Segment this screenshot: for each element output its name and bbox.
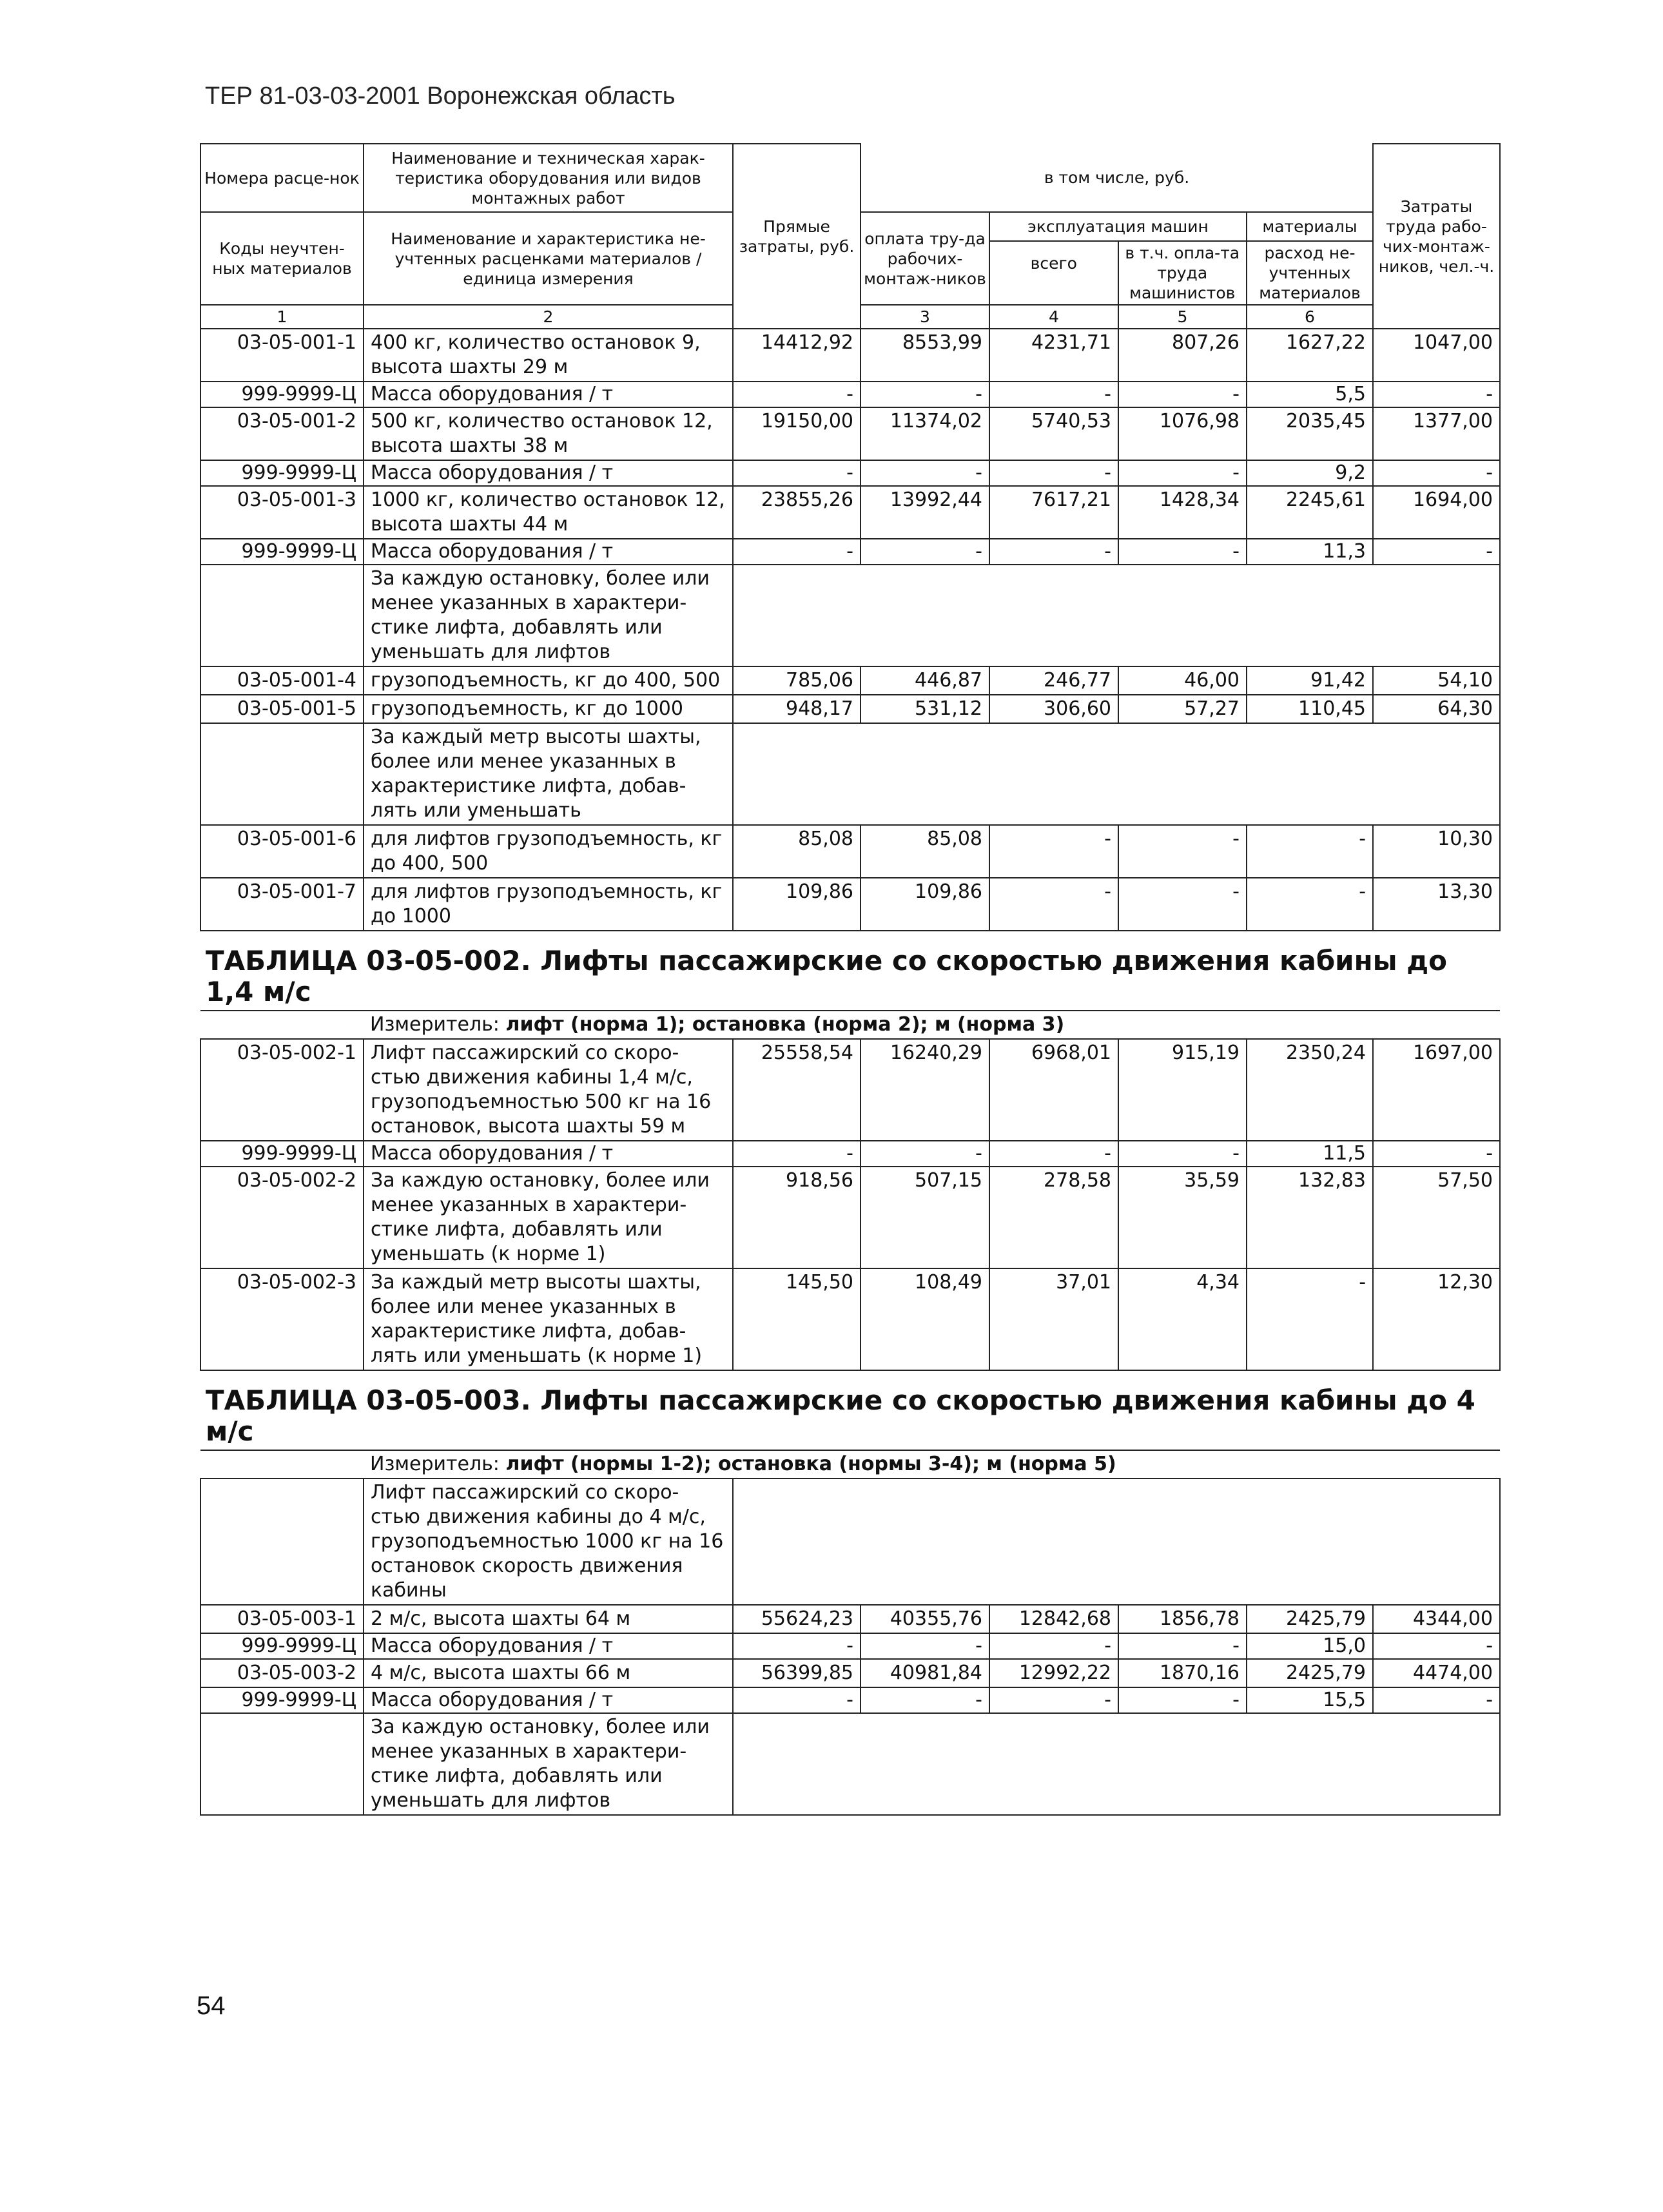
rate-code: 03-05-001-3	[200, 486, 364, 539]
value-c7: 5,5	[1247, 382, 1373, 407]
work-name: для лифтов грузоподъемность, кг до 1000	[364, 878, 733, 931]
value-c6: -	[1118, 539, 1247, 565]
measure-label: Измеритель:	[370, 1013, 500, 1036]
note-text: За каждую остановку, более или менее указанных в характери-стике лифта, добавлять или уменьшать для лифтов	[364, 1713, 733, 1815]
column-number: 2	[364, 305, 733, 329]
material-name: Масса оборудования / т	[364, 1633, 733, 1659]
value-c5: 12992,22	[989, 1659, 1118, 1687]
document-title: ТЕР 81-03-03-2001 Воронежская область	[205, 82, 676, 110]
value-c5: 12842,68	[989, 1605, 1118, 1633]
material-code: 999-9999-Ц	[200, 539, 364, 565]
header-material-codes: Коды неучтен-ных материалов	[200, 212, 364, 305]
header-work-name: Наименование и техническая харак-теристика оборудования или видов монтажных работ	[364, 144, 733, 212]
header-direct-costs: Прямые затраты, руб.	[733, 144, 861, 329]
header-unaccounted-materials: расход не-учтенных материалов	[1259, 244, 1361, 302]
header-materials	[1247, 212, 1373, 305]
material-name: Масса оборудования / т	[364, 460, 733, 486]
value-c6: -	[1118, 878, 1247, 931]
rate-row	[200, 1167, 1500, 1268]
value-c3: -	[733, 539, 861, 565]
material-name: Масса оборудования / т	[364, 539, 733, 565]
empty-cell	[200, 723, 364, 825]
note-text: Лифт пассажирский со скоро-стью движения кабины до 4 м/с, грузоподъемностью 1000 кг на 16 остановок скорость движения кабины	[364, 1479, 733, 1605]
rate-row	[200, 1039, 1500, 1141]
value-c8: 13,30	[1373, 878, 1500, 931]
rate-code: 03-05-001-6	[200, 825, 364, 878]
work-name: За каждый метр высоты шахты, более или менее указанных в характеристике лифта, добав-лять или уменьшать (к норме 1)	[364, 1268, 733, 1370]
material-code: 999-9999-Ц	[200, 460, 364, 486]
material-row	[200, 1633, 1500, 1659]
value-c3: -	[733, 382, 861, 407]
value-c8: 1377,00	[1373, 407, 1500, 460]
value-c4: -	[861, 539, 989, 565]
value-c5: 5740,53	[989, 407, 1118, 460]
value-c8: -	[1373, 1633, 1500, 1659]
value-c6: 1076,98	[1118, 407, 1247, 460]
rate-code: 03-05-001-1	[200, 329, 364, 382]
value-c4: -	[861, 382, 989, 407]
value-c6: 57,27	[1118, 695, 1247, 723]
value-c4: 16240,29	[861, 1039, 989, 1141]
column-number: 3	[861, 305, 989, 329]
value-c5: -	[989, 1633, 1118, 1659]
measure-value: лифт (нормы 1-2); остановка (нормы 3-4); м (норма 5)	[505, 1453, 1116, 1475]
rate-row	[200, 1268, 1500, 1370]
value-c5: 278,58	[989, 1167, 1118, 1268]
rates-table	[200, 143, 1501, 1816]
rate-row	[200, 329, 1500, 382]
empty-cell	[200, 565, 364, 666]
value-c5: -	[989, 1687, 1118, 1713]
header-including: в том числе, руб.	[861, 144, 1373, 212]
material-name: Масса оборудования / т	[364, 1687, 733, 1713]
note-row	[200, 723, 1500, 825]
empty-cell	[733, 565, 1500, 666]
measure-unit	[200, 1011, 1500, 1039]
value-c3: -	[733, 1633, 861, 1659]
value-c3: 948,17	[733, 695, 861, 723]
value-c5: 7617,21	[989, 486, 1118, 539]
value-c6: 4,34	[1118, 1268, 1247, 1370]
value-c6: 46,00	[1118, 666, 1247, 695]
value-c5: -	[989, 460, 1118, 486]
value-c7: 11,3	[1247, 539, 1373, 565]
value-c5: 37,01	[989, 1268, 1118, 1370]
value-c3: -	[733, 1687, 861, 1713]
value-c3: 145,50	[733, 1268, 861, 1370]
note-text: За каждую остановку, более или менее указанных в характери-стике лифта, добавлять или уменьшать для лифтов	[364, 565, 733, 666]
work-name: 500 кг, количество остановок 12, высота шахты 38 м	[364, 407, 733, 460]
value-c3: 23855,26	[733, 486, 861, 539]
value-c8: 12,30	[1373, 1268, 1500, 1370]
column-number: 6	[1247, 305, 1373, 329]
measure-label: Измеритель:	[370, 1453, 500, 1475]
value-c4: 40355,76	[861, 1605, 989, 1633]
value-c3: 918,56	[733, 1167, 861, 1268]
value-c8: 57,50	[1373, 1167, 1500, 1268]
value-c8: 10,30	[1373, 825, 1500, 878]
rate-row	[200, 878, 1500, 931]
value-c6: 807,26	[1118, 329, 1247, 382]
value-c3: 14412,92	[733, 329, 861, 382]
rate-code: 03-05-002-1	[200, 1039, 364, 1141]
measure-row	[200, 1450, 1500, 1479]
value-c7: 15,5	[1247, 1687, 1373, 1713]
value-c8: -	[1373, 1687, 1500, 1713]
rate-row	[200, 825, 1500, 878]
header-worker-pay: оплата тру-да рабочих-монтаж-ников	[861, 212, 989, 305]
material-code: 999-9999-Ц	[200, 1633, 364, 1659]
note-row	[200, 1713, 1500, 1815]
rate-row	[200, 486, 1500, 539]
rate-code: 03-05-001-7	[200, 878, 364, 931]
material-row	[200, 1687, 1500, 1713]
value-c4: 11374,02	[861, 407, 989, 460]
table-title-row	[200, 931, 1500, 1011]
value-c8: -	[1373, 1141, 1500, 1167]
material-name: Масса оборудования / т	[364, 382, 733, 407]
work-name: грузоподъемность, кг до 1000	[364, 695, 733, 723]
value-c5: 306,60	[989, 695, 1118, 723]
value-c7: 110,45	[1247, 695, 1373, 723]
value-c6: -	[1118, 460, 1247, 486]
value-c6: 1856,78	[1118, 1605, 1247, 1633]
work-name: для лифтов грузоподъемность, кг до 400, 500	[364, 825, 733, 878]
value-c7: -	[1247, 825, 1373, 878]
value-c3: 25558,54	[733, 1039, 861, 1141]
empty-cell	[733, 723, 1500, 825]
material-code: 999-9999-Ц	[200, 1687, 364, 1713]
value-c8: -	[1373, 382, 1500, 407]
note-row	[200, 565, 1500, 666]
value-c7: 11,5	[1247, 1141, 1373, 1167]
rate-row	[200, 1605, 1500, 1633]
table-title: ТАБЛИЦА 03-05-003. Лифты пассажирские со скоростью движения кабины до 4 м/с	[200, 1370, 1500, 1450]
note-row	[200, 1479, 1500, 1605]
value-c5: 246,77	[989, 666, 1118, 695]
work-name: За каждую остановку, более или менее указанных в характери-стике лифта, добавлять или уменьшать (к норме 1)	[364, 1167, 733, 1268]
header-machinist-pay: в т.ч. опла-та труда машинистов	[1125, 244, 1240, 302]
value-c4: 40981,84	[861, 1659, 989, 1687]
value-c4: -	[861, 460, 989, 486]
value-c5: -	[989, 825, 1118, 878]
column-number: 4	[989, 305, 1118, 329]
value-c8: 1047,00	[1373, 329, 1500, 382]
header-machines-label: эксплуатация машин	[990, 213, 1246, 242]
rate-code: 03-05-001-4	[200, 666, 364, 695]
rate-code: 03-05-001-2	[200, 407, 364, 460]
value-c3: -	[733, 1141, 861, 1167]
value-c5: -	[989, 878, 1118, 931]
value-c4: -	[861, 1687, 989, 1713]
value-c6: 35,59	[1118, 1167, 1247, 1268]
value-c6: -	[1118, 1141, 1247, 1167]
rate-code: 03-05-003-1	[200, 1605, 364, 1633]
value-c8: 1694,00	[1373, 486, 1500, 539]
value-c7: 15,0	[1247, 1633, 1373, 1659]
value-c7: 2245,61	[1247, 486, 1373, 539]
rate-row	[200, 695, 1500, 723]
value-c8: 54,10	[1373, 666, 1500, 695]
rate-row	[200, 1659, 1500, 1687]
value-c6: 1870,16	[1118, 1659, 1247, 1687]
work-name: 400 кг, количество остановок 9, высота шахты 29 м	[364, 329, 733, 382]
header-machines	[989, 212, 1247, 305]
value-c5: 6968,01	[989, 1039, 1118, 1141]
value-c8: -	[1373, 539, 1500, 565]
value-c7: 2035,45	[1247, 407, 1373, 460]
value-c6: -	[1118, 1687, 1247, 1713]
value-c4: 446,87	[861, 666, 989, 695]
rate-code: 03-05-003-2	[200, 1659, 364, 1687]
header-rate-numbers: Номера расце-нок	[200, 144, 364, 212]
material-row	[200, 460, 1500, 486]
value-c4: 507,15	[861, 1167, 989, 1268]
value-c7: -	[1247, 878, 1373, 931]
material-code: 999-9999-Ц	[200, 382, 364, 407]
note-text: За каждый метр высоты шахты, более или менее указанных в характеристике лифта, добав-лять или уменьшать	[364, 723, 733, 825]
value-c6: -	[1118, 382, 1247, 407]
value-c7: -	[1247, 1268, 1373, 1370]
work-name: 4 м/с, высота шахты 66 м	[364, 1659, 733, 1687]
rate-code: 03-05-002-2	[200, 1167, 364, 1268]
work-name: 1000 кг, количество остановок 12, высота шахты 44 м	[364, 486, 733, 539]
header-material-name: Наименование и характеристика не-учтенных расценками материалов / единица измерения	[364, 212, 733, 305]
value-c6: -	[1118, 1633, 1247, 1659]
value-c7: 91,42	[1247, 666, 1373, 695]
value-c7: 1627,22	[1247, 329, 1373, 382]
measure-row	[200, 1011, 1500, 1039]
work-name: Лифт пассажирский со скоро-стью движения кабины 1,4 м/с, грузоподъемностью 500 кг на 16 остановок, высота шахты 59 м	[364, 1039, 733, 1141]
material-row	[200, 382, 1500, 407]
material-row	[200, 1141, 1500, 1167]
work-name: грузоподъемность, кг до 400, 500	[364, 666, 733, 695]
value-c5: -	[989, 382, 1118, 407]
value-c5: 4231,71	[989, 329, 1118, 382]
value-c4: 531,12	[861, 695, 989, 723]
page-number: 54	[197, 1992, 226, 2020]
empty-cell	[733, 1479, 1500, 1605]
rate-row	[200, 407, 1500, 460]
value-c6: 1428,34	[1118, 486, 1247, 539]
column-number: 1	[200, 305, 364, 329]
table-title: ТАБЛИЦА 03-05-002. Лифты пассажирские со скоростью движения кабины до 1,4 м/с	[200, 931, 1500, 1011]
value-c7: 9,2	[1247, 460, 1373, 486]
material-name: Масса оборудования / т	[364, 1141, 733, 1167]
value-c3: 85,08	[733, 825, 861, 878]
value-c7: 2350,24	[1247, 1039, 1373, 1141]
table-body	[200, 329, 1500, 1815]
value-c4: 85,08	[861, 825, 989, 878]
header-labor-costs: Затраты труда рабо-чих-монтаж-ников, чел.-ч.	[1373, 144, 1500, 329]
value-c4: -	[861, 1141, 989, 1167]
value-c8: 4474,00	[1373, 1659, 1500, 1687]
table-title-row	[200, 1370, 1500, 1450]
value-c4: -	[861, 1633, 989, 1659]
material-row	[200, 539, 1500, 565]
value-c5: -	[989, 539, 1118, 565]
rate-code: 03-05-001-5	[200, 695, 364, 723]
measure-value: лифт (норма 1); остановка (норма 2); м (норма 3)	[505, 1013, 1065, 1036]
value-c4: 8553,99	[861, 329, 989, 382]
value-c5: -	[989, 1141, 1118, 1167]
value-c7: 2425,79	[1247, 1605, 1373, 1633]
rate-code: 03-05-002-3	[200, 1268, 364, 1370]
empty-cell	[200, 1479, 364, 1605]
value-c3: 19150,00	[733, 407, 861, 460]
value-c3: 109,86	[733, 878, 861, 931]
value-c8: 1697,00	[1373, 1039, 1500, 1141]
value-c6: -	[1118, 825, 1247, 878]
header-materials-label: материалы	[1247, 213, 1372, 242]
value-c8: 64,30	[1373, 695, 1500, 723]
header-machines-total: всего	[990, 242, 1119, 304]
column-number: 5	[1118, 305, 1247, 329]
value-c4: 109,86	[861, 878, 989, 931]
value-c3: 55624,23	[733, 1605, 861, 1633]
empty-cell	[200, 1713, 364, 1815]
value-c7: 2425,79	[1247, 1659, 1373, 1687]
work-name: 2 м/с, высота шахты 64 м	[364, 1605, 733, 1633]
value-c3: 785,06	[733, 666, 861, 695]
value-c3: 56399,85	[733, 1659, 861, 1687]
value-c8: -	[1373, 460, 1500, 486]
value-c8: 4344,00	[1373, 1605, 1500, 1633]
rate-row	[200, 666, 1500, 695]
value-c7: 132,83	[1247, 1167, 1373, 1268]
table-header	[200, 144, 1500, 329]
value-c3: -	[733, 460, 861, 486]
measure-unit	[200, 1450, 1500, 1479]
empty-cell	[733, 1713, 1500, 1815]
material-code: 999-9999-Ц	[200, 1141, 364, 1167]
value-c4: 13992,44	[861, 486, 989, 539]
value-c4: 108,49	[861, 1268, 989, 1370]
value-c6: 915,19	[1118, 1039, 1247, 1141]
